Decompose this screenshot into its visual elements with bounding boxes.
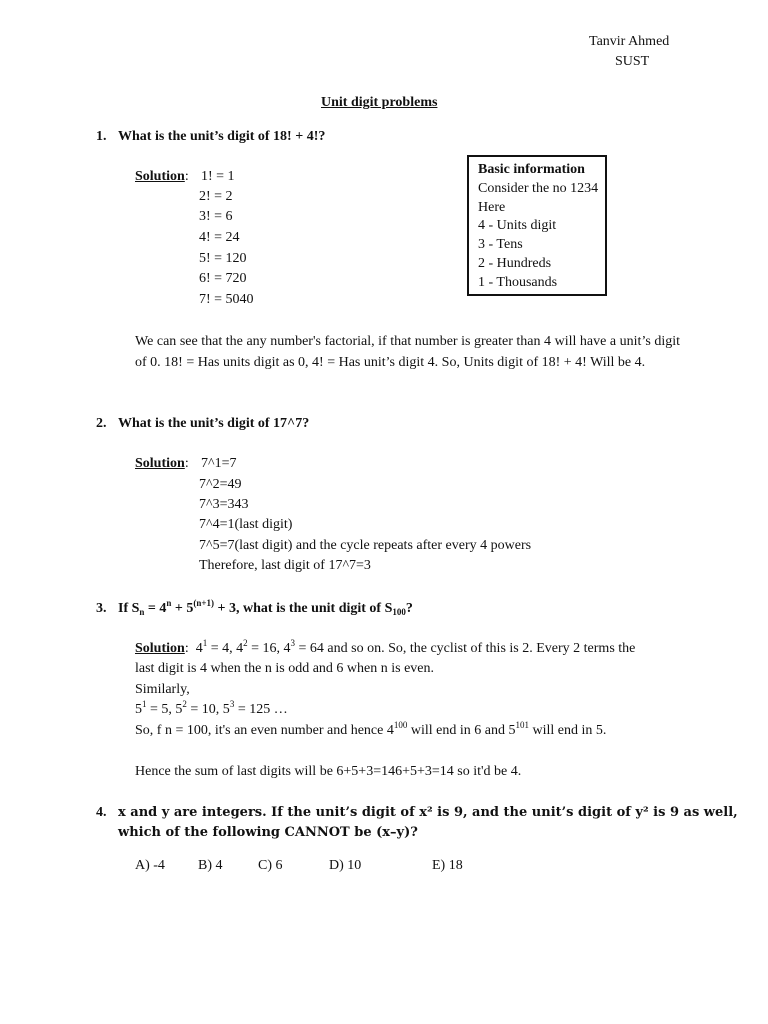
basic-information-box [467,155,607,296]
q1-line: 1! = 1 [201,169,235,184]
q2-number: 2. [96,416,107,431]
q2-line: 7^4=1(last digit) [199,517,293,532]
q4-option: C) 6 [258,858,283,873]
q4-option: D) 10 [329,858,362,873]
q4-option: A) -4 [135,858,165,873]
t: 5 [135,702,142,717]
t: will end in 6 and 5 [407,723,516,738]
q2-question: What is the unit’s digit of 17^7? [118,416,310,431]
sup: 101 [515,720,529,730]
q3-text: If S [118,601,140,616]
q3-text: ? [405,601,413,616]
q1-line: 2! = 2 [199,189,233,204]
info-line: 4 - Units digit [478,218,557,234]
t: = 10, 5 [186,702,230,717]
q1-line: 3! = 6 [199,209,233,224]
q3-text: + 3, what is the unit digit of S [214,601,393,616]
solution-label: Solution [135,169,185,184]
sup: 3 [229,699,235,709]
q3-sub: n [139,607,145,617]
t: = 125 … [234,702,288,717]
q2-line: 7^3=343 [199,497,249,512]
q1-line: 4! = 24 [199,230,240,245]
q3-text: = 4 [144,601,167,616]
t: So, f n = 100, it's an even number and hence 4 [135,723,394,738]
q3-question [118,600,413,618]
q3-solution-line5 [135,722,606,740]
q2-line: Therefore, last digit of 17^7=3 [199,558,371,573]
sup: 1 [202,638,208,648]
t: = 16, 4 [247,641,291,656]
sup: 100 [393,720,408,730]
sup: 2 [243,638,248,648]
q2-line: 7^1=7 [201,456,237,471]
info-line: Consider the no 1234 [478,180,599,196]
q3-solution-line2: last digit is 4 when the n is odd and 6 when n is even. [135,661,435,676]
q3-sup: n [166,598,172,608]
q1-line: 5! = 120 [199,251,247,266]
q4-option: E) 18 [432,858,463,873]
q4-question-line1: x and y are integers. If the unit’s digit of x² is 9, and the unit’s digit of y² is 9 as well, [118,805,738,820]
solution-label: Solution [135,456,185,471]
q2-solution-label: Solution: [135,456,189,471]
q3-solution-line3: Similarly, [135,682,190,697]
q1-solution-label: Solution: [135,169,189,184]
q1-explanation: We can see that the any number's factorial, if that number is greater than 4 will have a unit’s digit of 0. 18! = Has units digit as 0, 4! = Has unit’s digit 4. So, Units digit of 18! + 4! Will be 4. [135,334,680,370]
t: = 4, 4 [207,641,244,656]
q3-solution-line1: Solution: $4^1 = 4$, $4^2 = 16$, $4^3 = 64$ and so on. So, the cyclist of this is 2. Every 2 terms the [135,638,636,656]
q1-number: 1. [96,129,107,144]
t: = 64 and so on. So, the cyclist of this is 2. Every 2 terms the [295,641,636,656]
t: will end in 5. [528,723,607,738]
q2-line: 7^5=7(last digit) and the cycle repeats after every 4 powers [199,538,532,553]
q4-number: 4. [96,805,107,820]
info-line: 1 - Thousands [478,274,558,290]
q1-line: 6! = 720 [199,271,247,286]
solution-label: Solution [135,641,185,656]
q4-option: B) 4 [198,858,223,873]
q3-number: 3. [96,601,107,616]
t: 4 [195,641,203,656]
t: = 5, 5 [146,702,183,717]
q3-solution-line6: Hence the sum of last digits will be 6+5+3=146+5+3=14 so it'd be 4. [135,764,522,779]
info-line: 2 - Hundreds [478,255,552,271]
page-title: Unit digit problems [321,95,438,110]
institution: SUST [615,54,650,69]
info-box-title: Basic information [478,162,585,177]
q2-line: 7^2=49 [199,477,242,492]
q1-line: 7! = 5040 [199,292,254,307]
sup: 2 [182,699,187,709]
sup: 1 [142,699,147,709]
info-line: 3 - Tens [478,237,523,253]
q1-question: What is the unit’s digit of 18! + 4!? [118,129,326,144]
q4-question-line2: which of the following CANNOT be (x–y)? [118,825,418,840]
q3-solution-line4 [135,701,288,719]
sup: 3 [290,638,296,648]
q3-sub: 100 [392,607,406,617]
q3-sup: (n+1) [193,598,215,608]
author-name: Tanvir Ahmed [589,34,670,49]
q3-text: + 5 [171,601,194,616]
info-line: Here [478,199,506,215]
